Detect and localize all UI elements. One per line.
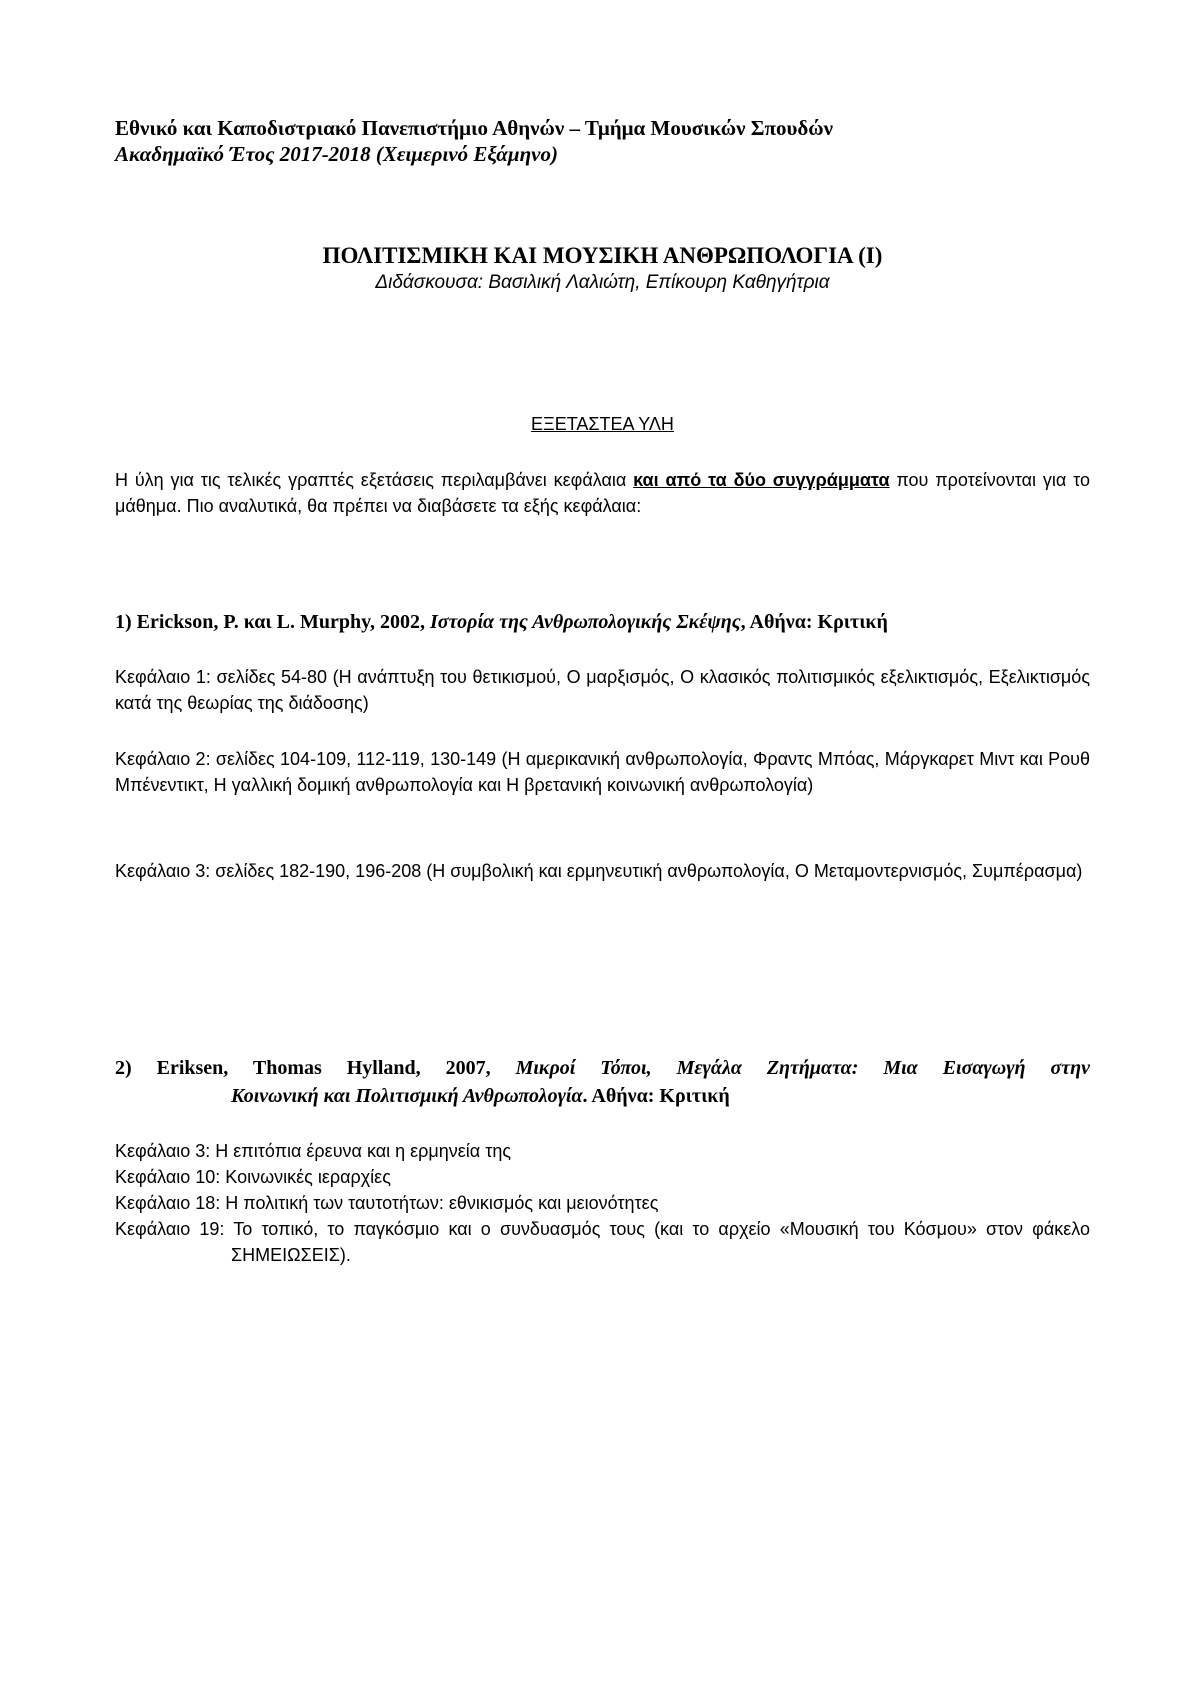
book-1-title: Ιστορία της Ανθρωπολογικής Σκέψης [429, 611, 741, 633]
book-2-authors: 2) Eriksen, Thomas Hylland, 2007, [115, 1057, 516, 1079]
book-2-title-part-2: Κοινωνική και Πολιτισμική Ανθρωπολογία [231, 1085, 583, 1107]
university-line: Εθνικό και Καποδιστριακό Πανεπιστήμιο Αθηνών – Τμήμα Μουσικών Σπουδών [115, 116, 833, 140]
book-1-chapter-1: Κεφάλαιο 1: σελίδες 54-80 (Η ανάπτυξη του θετικισμού, Ο μαρξισμός, Ο κλασικός πολιτισμικός εξελικτισμός, Εξελικτισμός κατά της θεωρίας της διάδοσης) [115, 667, 1090, 713]
book-2-chapter-list [115, 1138, 1090, 1268]
book-1-chapter-3: Κεφάλαιο 3: σελίδες 182-190, 196-208 (Η συμβολική και ερμηνευτική ανθρωπολογία, Ο Μεταμοντερνισμός, Συμπέρασμα) [115, 861, 1083, 881]
academic-year-line: Ακαδημαϊκό Έτος 2017-2018 (Χειμερινό Εξάμηνο) [115, 142, 558, 166]
book-2-chapter-10: Κεφάλαιο 10: Κοινωνικές ιεραρχίες [115, 1167, 391, 1187]
book-1-chapter-2: Κεφάλαιο 2: σελίδες 104-109, 112-119, 130-149 (Η αμερικανική ανθρωπολογία, Φραντς Μπόας, Μάργκαρετ Μιντ και Ρουθ Μπένεντικτ, Η γαλλική δομική ανθρωπολογία και Η βρετανική κοινωνική ανθρωπολογία) [115, 749, 1090, 795]
book-2-chapter-3: Κεφάλαιο 3: Η επιτόπια έρευνα και η ερμηνεία της [115, 1141, 512, 1161]
instructor-line: Διδάσκουσα: Βασιλική Λαλιώτη, Επίκουρη Καθηγήτρια [375, 272, 830, 293]
book-2-publisher: . Αθήνα: Κριτική [582, 1085, 730, 1107]
book-2-reference [115, 1054, 1090, 1110]
course-title: ΠΟΛΙΤΙΣΜΙΚΗ ΚΑΙ ΜΟΥΣΙΚΗ ΑΝΘΡΩΠΟΛΟΓΙΑ (Ι) [322, 243, 883, 268]
book-1-publisher: , Αθήνα: Κριτική [740, 611, 888, 633]
intro-text-start: Η ύλη για τις τελικές γραπτές εξετάσεις περιλαμβάνει κεφάλαια [115, 470, 634, 490]
intro-emphasis: και από τα δύο συγγράμματα [633, 470, 890, 490]
book-2-chapter-19: Κεφάλαιο 19: Το τοπικό, το παγκόσμιο και ο συνδυασμός τους (και το αρχείο «Μουσική του Κόσμου» στον φάκελο ΣΗΜΕΙΩΣΕΙΣ). [115, 1219, 1090, 1265]
book-2-title-part-1: Μικροί Τόποι, Μεγάλα Ζητήματα: Μια Εισαγωγή στην [515, 1057, 1090, 1079]
book-1-reference [115, 608, 1090, 636]
exam-heading: ΕΞΕΤΑΣΤΕΑ ΥΛΗ [531, 414, 674, 434]
exam-intro-paragraph [115, 467, 1090, 519]
book-2-chapter-18: Κεφάλαιο 18: Η πολιτική των ταυτοτήτων: εθνικισμός και μειονότητες [115, 1193, 659, 1213]
intro-text-end: που προτείνονται για το μάθημα. Πιο αναλυτικά, θα πρέπει να διαβάσετε τα εξής κεφάλαια: [115, 470, 1090, 516]
book-1-authors: 1) Erickson, P. και L. Murphy, 2002, [115, 611, 430, 633]
book-2-reference-line-2 [115, 1082, 1090, 1110]
document-header [115, 115, 1090, 167]
book-2-reference-line-1 [115, 1054, 1090, 1082]
